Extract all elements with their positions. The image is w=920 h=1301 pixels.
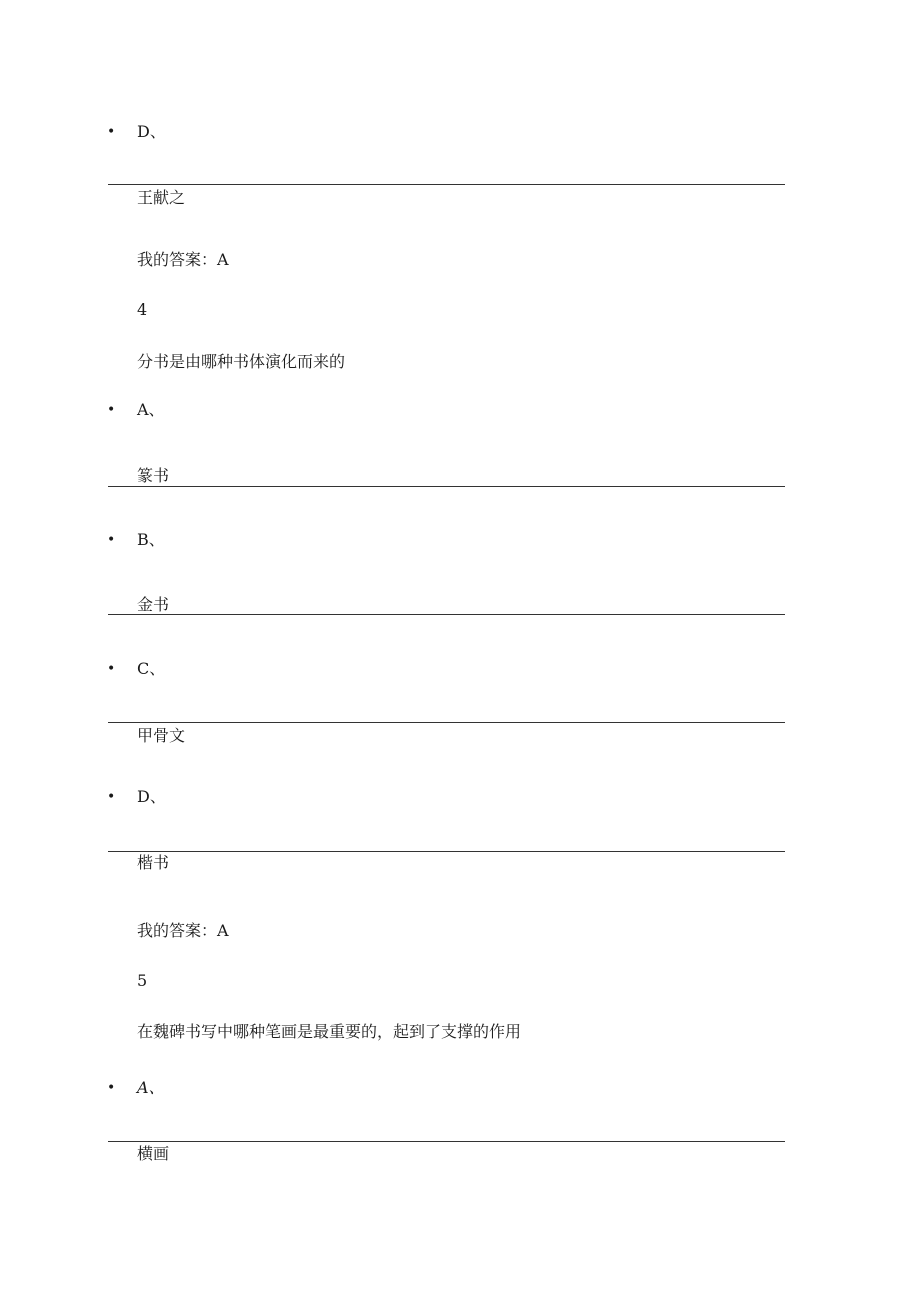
bullet: • xyxy=(107,402,116,418)
question-text: 分书是由哪种书体演化而来的 xyxy=(137,352,346,371)
option-divider xyxy=(108,184,785,185)
question-number: 4 xyxy=(137,300,148,319)
option-text-c: 甲骨文 xyxy=(137,726,186,745)
bullet: • xyxy=(107,661,116,677)
bullet: • xyxy=(107,124,116,140)
question-text: 在魏碑书写中哪种笔画是最重要的，起到了支撑的作用 xyxy=(137,1022,522,1041)
my-answer: 我的答案：A xyxy=(137,250,229,269)
option-label-c[interactable]: C、 xyxy=(137,659,166,678)
bullet: • xyxy=(107,532,116,548)
option-label-b[interactable]: B、 xyxy=(137,530,165,549)
option-divider xyxy=(108,486,785,487)
question-number: 5 xyxy=(137,971,148,990)
option-label-d: D、 xyxy=(137,122,166,141)
option-text-a: 篆书 xyxy=(137,466,170,485)
option-text-b: 金书 xyxy=(137,595,170,614)
option-text-d: 楷书 xyxy=(137,853,170,872)
option-text-a: 横画 xyxy=(137,1144,170,1163)
option-text-d: 王献之 xyxy=(137,188,186,207)
option-label-d[interactable]: D、 xyxy=(137,787,166,806)
option-divider xyxy=(108,851,785,852)
my-answer: 我的答案：A xyxy=(137,921,229,940)
option-label-a[interactable]: A、 xyxy=(137,1078,165,1097)
bullet: • xyxy=(107,789,116,805)
bullet: • xyxy=(107,1080,116,1096)
option-divider xyxy=(108,614,785,615)
option-divider xyxy=(108,722,785,723)
option-label-a[interactable]: A、 xyxy=(137,400,165,419)
option-divider xyxy=(108,1141,785,1142)
